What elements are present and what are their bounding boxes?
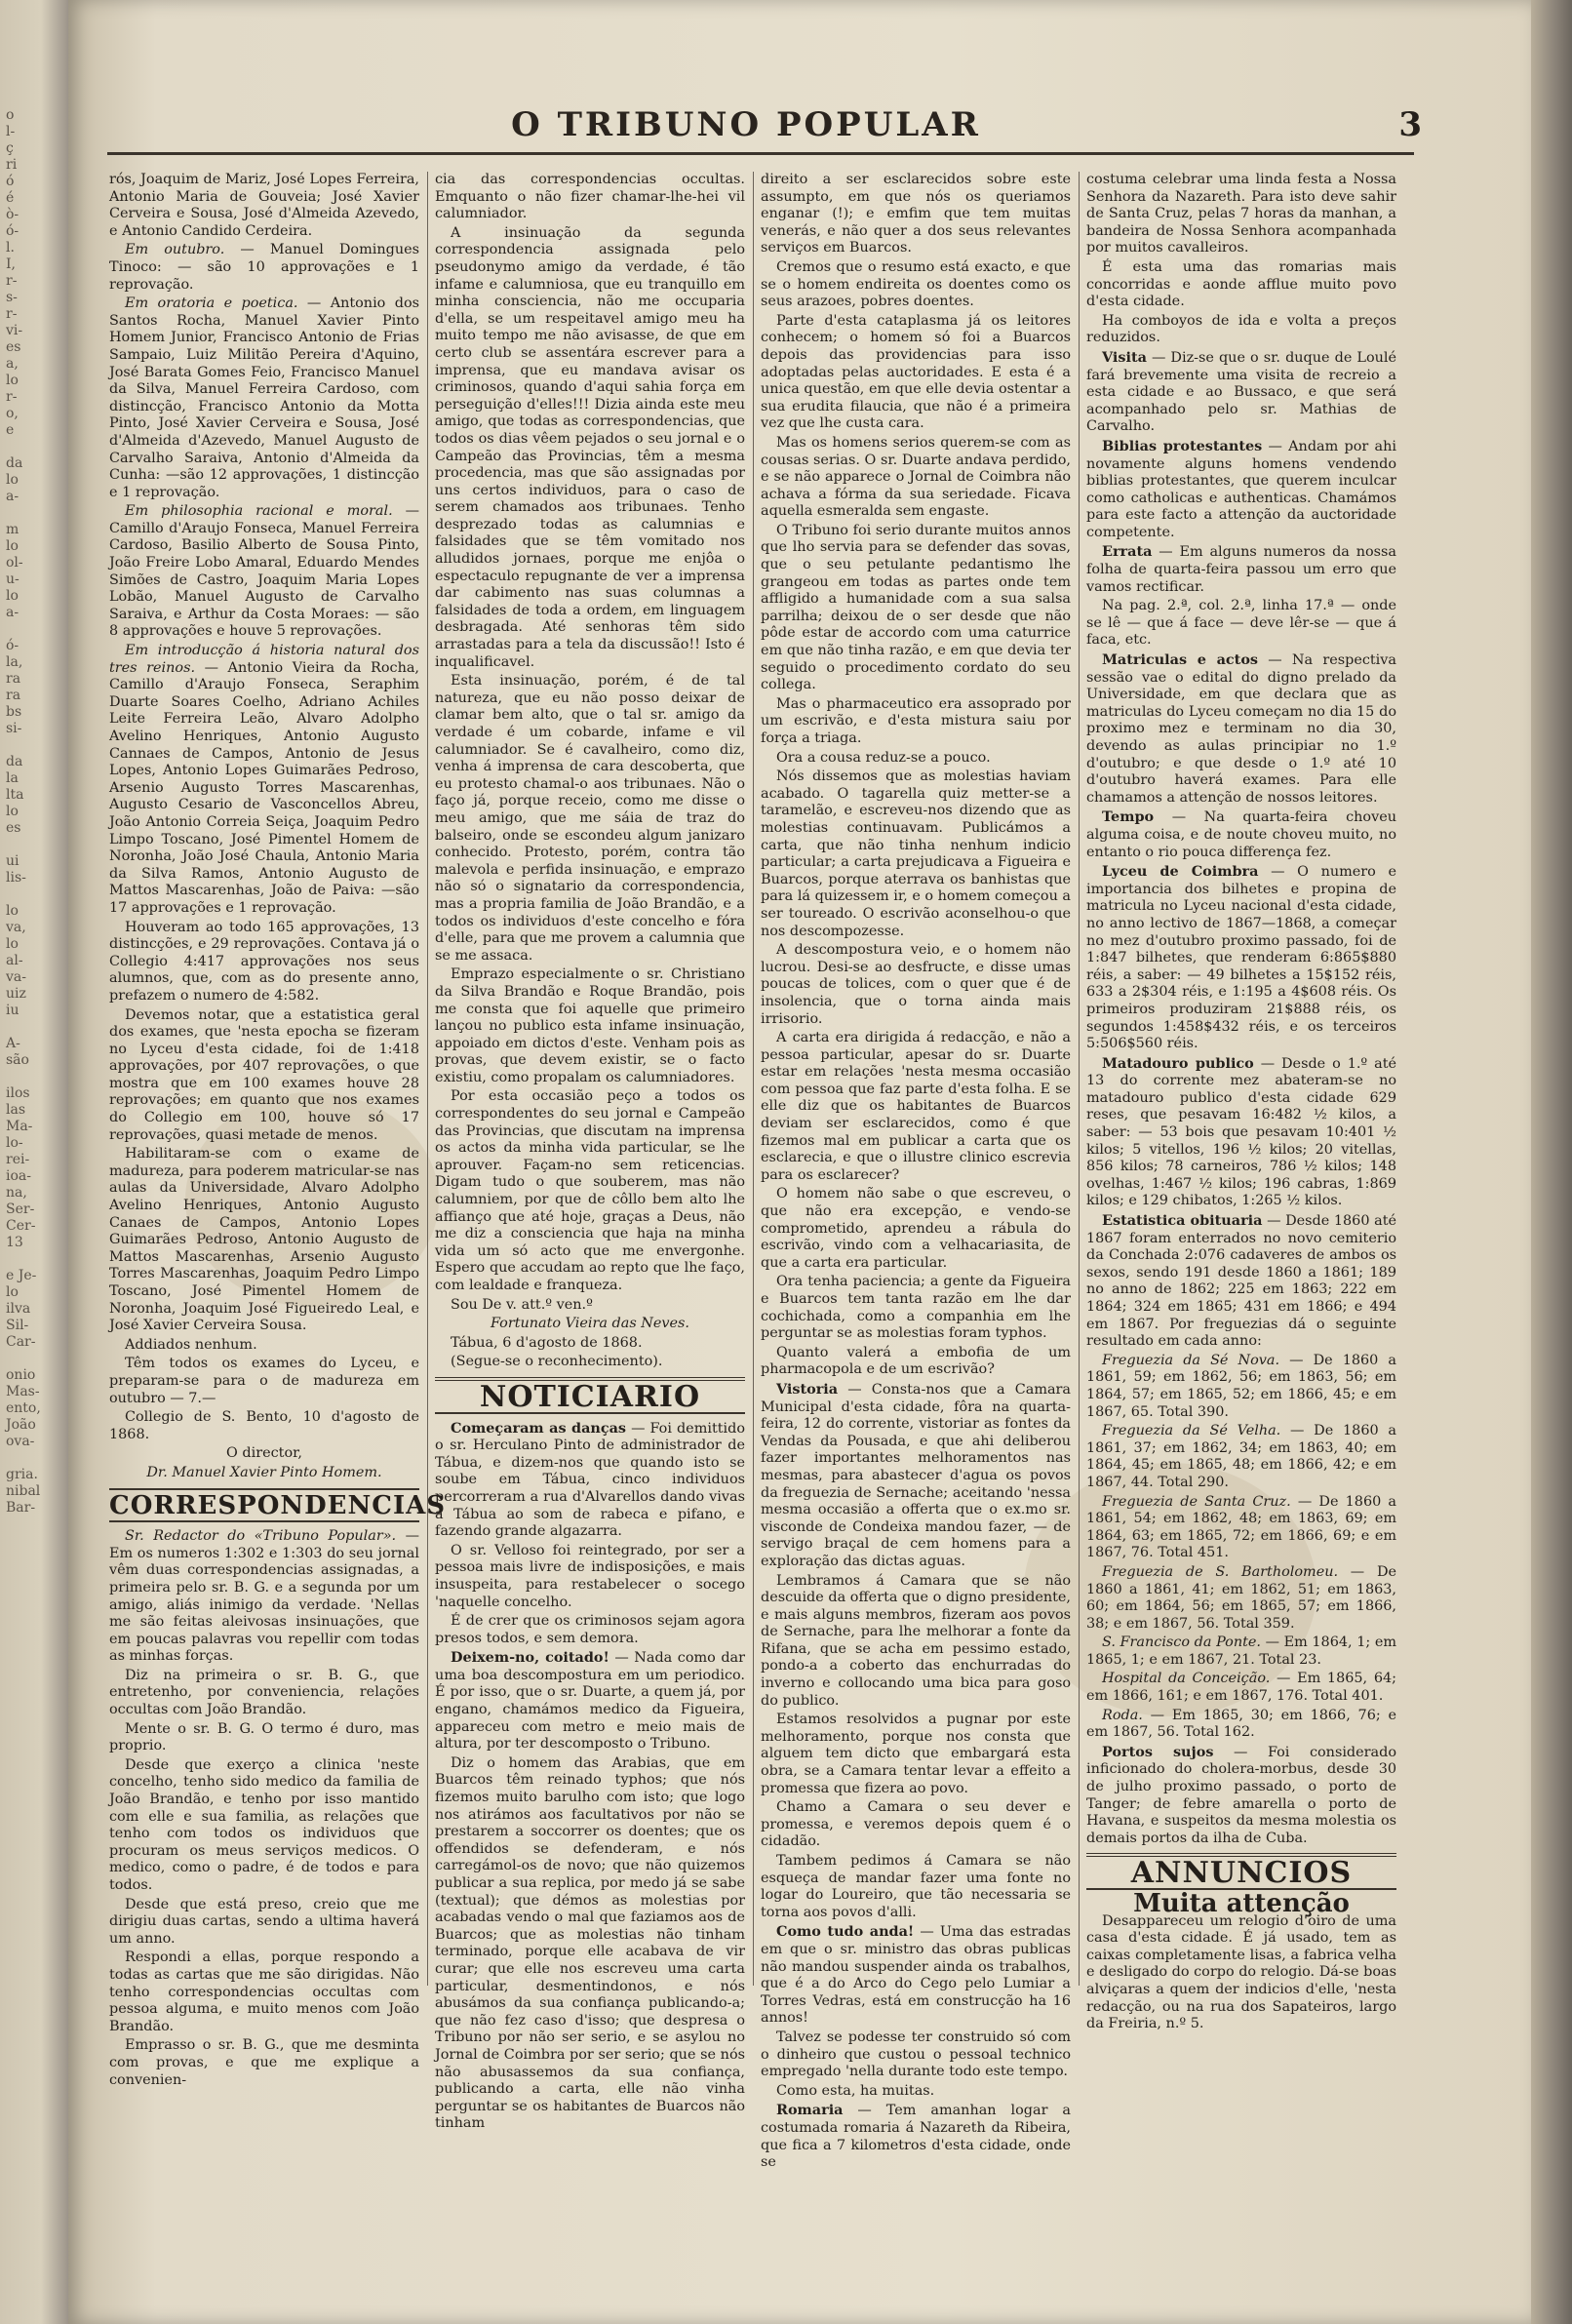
paragraph: Em outubro. — Manuel Domingues Tinoco: — são 10 approvações e 1 reprovação. (109, 242, 419, 293)
paragraph: Desde que está preso, creio que me dirigiu duas cartas, sendo a ultima haverá um anno. (109, 1896, 419, 1947)
paragraph: A insinuação da segunda correspondencia assignada pelo pseudonymo amigo da verdade, é tão infame e calumniosa, que eu tranquillo em minha consciencia, não me occuparia d'ella, se um respeitavel amigo meu ha muito tempo me não avisasse, de que em certo club se assentára escrever para a imprensa, que eu mandava avisar os criminosos, quando d'aqui sahia força em perseguição d'elles!!! Dizia ainda este meu amigo, que todas as correspondencias, que todos os dias vêem pejados o seu jornal e o Campeão das Provincias, têm a mesma procedencia, mas que são assignadas por uns certos individuos, para o caso de serem chamados aos tribunaes. Tenho desprezado todas as calumnias e falsidades que se têm vomitado nos alludidos jornaes, porque me enjôa o espectaculo repugnante de ver a imprensa dar cabimento nas suas columnas a falsidades de toda a ordem, em linguagem desbragada. Até senhoras têm sido arrastadas para a tela da discussão!! Isto é inqualificavel. (435, 224, 745, 670)
newspaper-title: O TRIBUNO POPULAR (511, 105, 981, 144)
advert-text: Desappareceu um relogio d'oiro de uma casa d'esta cidade. É já usado, tem as caixas completamente lisas, a fabrica velha e desligado do corpo do relogio. Dá-se boas alviçaras a quem der indicios d'elle, 'nesta redacção, ou na rua dos Sapateiros, largo da Freiria, n.º 5. (1086, 1912, 1396, 2032)
signature-title: O director, (226, 1445, 302, 1462)
masthead (88, 105, 1422, 148)
paragraph: Parte d'esta cataplasma já os leitores conhecem; o homem só foi a Buarcos depois das providencias para isso adoptadas pelas auctoridades. E esta é a unica questão, em que elle devia ostentar a sua erudita filaucia, que não é a primeira vez que lhe custa cara. (761, 312, 1071, 432)
paragraph: cia das correspondencias occultas. Emquanto o não fizer chamar-lhe-hei vil calumniador. (435, 172, 745, 222)
paragraph: Respondi a ellas, porque respondo a todas as cartas que me são dirigidas. Não tenho correspondencias occultas com pessoa alguma, e muito menos com João Brandão. (109, 1950, 419, 2034)
news-item: Vistoria — Consta-nos que a Camara Municipal d'esta cidade, fôra na quarta-feira, 12 do corrente, vistoriar as fontes da Vendas da Pousada, e que ahi deliberou fazer importantes melhoramentos nas mesmas, para abastecer d'agua os povos da freguezia de Sernache; aceitando 'nessa mesma occasião a offerta que o ex.mo sr. visconde de Condeixa mandou fazer, — de servigo braçal de cem homens para a exploração das dictas aguas. (761, 1380, 1071, 1569)
news-item: Biblias protestantes — Andam por ahi novamente alguns homens vendendo biblias protestantes, que querem inculcar como catholicas e authenticas. Chamámos para este facto a attenção da auctoridade competente. (1086, 437, 1396, 540)
section-heading-correspondencias: CORRESPONDENCIAS (109, 1490, 447, 1520)
signature: Fortunato Vieira das Neves. (490, 1316, 690, 1332)
paragraph: Têm todos os exames do Lyceu, e preparam-se para o de madureza em outubro — 7.— (109, 1356, 419, 1406)
column-4 (1086, 172, 1396, 2032)
paragraph: Sr. Redactor do «Tribuno Popular». — Em os numeros 1:302 e 1:303 do seu jornal vêm duas correspondencias assignadas, a primeira pelo sr. B. G. e a segunda por um amigo, aliás inimigo da verdade. 'Nellas me são feitas aleivosas insinuações, que em poucas palavras vou repellir com todas as minhas forças. (109, 1528, 419, 1665)
section-rule (109, 1520, 419, 1522)
paragraph: Chamo a Camara o seu dever e promessa, e veremos depois quem é o cidadão. (761, 1799, 1071, 1850)
section-heading-annuncios: ANNUNCIOS (1130, 1856, 1353, 1891)
paragraph: Quanto valerá a embofia de um pharmacopola e de um escrivão? (761, 1344, 1071, 1378)
news-item: Deixem-no, coitado! — Nada como dar uma boa descompostura em um periodico. É por isso, que o sr. Duarte, a quem já, por engano, chamámos medico da Figueira, appareceu com metro e meio mais de altura, por ter descomposto o Tribuno. (435, 1649, 745, 1753)
news-item: Errata — Em alguns numeros da nossa folha de quarta-feira passou um erro que vamos rectificar. (1086, 543, 1396, 595)
news-item: Começaram as danças — Foi demittido o sr. Herculano Pinto de administrador de Tábua, e dizem-nos que quando isto se soube em Tábua, cinco individuos percorreram a rua d'Alvarellos dando vivas a Tábua ao som de rabeca e pifano, e fazendo grande algazarra. (435, 1419, 745, 1540)
paragraph: Em oratoria e poetica. — Antonio dos Santos Rocha, Manuel Xavier Pinto Homem Junior, Francisco Antonio de Frias Sampaio, Luiz Militão Pereira d'Aquino, José Barata Gomes Feio, Francisco Manuel da Silva, Manuel Ferreira Cardoso, com distincção, Francisco Antonio da Motta Pinto, José Xavier Cerveira e Sousa, José d'Almeida d'Azevedo, Manuel Augusto de Carvalho Saraiva, Antonio d'Almeida da Cunha: —são 12 approvações, 1 distincção e 1 reprovação. (109, 295, 419, 500)
news-item: Matadouro publico — Desde o 1.º até 13 do corrente mez abateram-se no matadouro publico d'esta cidade 629 reses, que pesavam 16:482 ½ kilos, a saber: — 53 bois que pesavam 10:401 ½ kilos; 5 vitellos, 196 ½ kilos; 20 vitellas, 856 kilos; 78 carneiros, 786 ½ kilos; 148 ovelhas, 1:467 ½ kilos; 196 cabras, 1:869 kilos; e 129 chibatos, 1:265 ½ kilos. (1086, 1054, 1396, 1209)
paragraph: Ora tenha paciencia; a gente da Figueira e Buarcos tem tanta razão em lhe dar cochichada, como a companhia em lhe perguntar se as molestias foram typhos. (761, 1274, 1071, 1342)
paragraph: Estamos resolvidos a pugnar por este melhoramento, porque nos consta que alguem tem dicto que embargará esta obra, se a Camara tentar levar a effeito a promessa que fizera ao povo. (761, 1712, 1071, 1796)
left-page-text-fragment: o l- ç ri ó é ò- ó- l. I, r- s- r- vi- es a, lo r- o, e da lo a- m lo ol- u- lo a- ó- la, ra ra bs si- da la lta lo es ui lis- lo va, lo al- va- uiz iu A- são ilos las Ma- lo- rei- ioa- na, Ser- Cer- 13 e Je- lo ilva Sil- Car- onio Mas- ento, João ova- gria. nibal Bar- (6, 107, 41, 1516)
newspaper-page (68, 0, 1531, 2324)
columns (109, 172, 1416, 2171)
news-item: Portos sujos — Foi considerado inficionado do cholera-morbus, desde 30 de julho proximo passado, o porto de Tanger; de febre amarella o porto de Havana, e suspeitos da mesma molestia os demais portos da ilha de Cuba. (1086, 1743, 1396, 1846)
paragraph: Roda. — Em 1865, 30; em 1866, 76; e em 1867, 56. Total 162. (1086, 1707, 1396, 1741)
right-page-edge (1531, 0, 1572, 2324)
paragraph: Freguezia de S. Bartholomeu. — De 1860 a 1861, 41; em 1862, 51; em 1863, 60; em 1864, 56; em 1865, 57; em 1866, 38; e em 1867, 56. Total 359. (1086, 1563, 1396, 1632)
column-2 (435, 172, 745, 2132)
paragraph: Freguezia de Santa Cruz. — De 1860 a 1861, 54; em 1862, 48; em 1863, 69; em 1864, 63; em 1865, 72; em 1866, 69; e em 1867, 76. Total 451. (1086, 1493, 1396, 1561)
paragraph: Sou De v. att.º ven.º (451, 1296, 593, 1313)
advert-heading: Muita attenção (1133, 1889, 1350, 1918)
news-item: Lyceu de Coimbra — O numero e importancia dos bilhetes e propina de matricula no Lyceu nacional d'esta cidade, no anno lectivo de 1867—1868, a começar no mez d'outubro proximo passado, foi de 1:847 bilhetes, que renderam 6:865$880 réis, a saber: — 49 bilhetes a 15$152 réis, 633 a 2$304 réis, e 1:195 a 4$608 réis. Os primeiros produziram 21$888 réis, os segundos 1:458$432 réis, e os terceiros 5:506$560 réis. (1086, 863, 1396, 1052)
paragraph: Esta insinuação, porém, é de tal natureza, que eu não posso deixar de clamar bem alto, que o tal sr. amigo da verdade é um cobarde, infame e vil calumniador. Se é cavalheiro, como diz, venha á imprensa de cara descoberta, que eu protesto chamal-o aos tribunaes. Não o faço já, porque receio, como me disse o meu amigo, que me sáia de traz do balseiro, onde se escondeu algum janizaro conhecido. Protesto, porém, contra tão malevola e perfida insinuação, e emprazo não só o signatario da correspondencia, mas a propria familia de João Brandão, e a todos os individuos d'este concelho e fóra d'elle, para que me provem a calumnia que se me assaca. (435, 673, 745, 964)
left-page-edge (0, 0, 68, 2324)
paragraph: Em introducção á historia natural dos tres reinos. — Antonio Vieira da Rocha, Camillo d'Araujo Fonseca, Seraphim Duarte Soares Coelho, Adriano Achiles Leite Ferreira Leão, Alvaro Adolpho Avelino Henriques, Antonio Augusto Cannaes de Campos, Antonio de Jesus Lopes, Antonio Lopes Guimarães Pedroso, Arsenio Augusto Torres Mascarenhas, Augusto Cesario de Vasconcellos Abreu, João Antonio Correia Seiça, Joaquim Pedro Limpo Toscano, José Pimentel Homem de Noronha, João José Chaula, Antonio Maria da Silva Ramos, Antonio Augusto de Mattos Mascarenhas, João de Paiva: —são 17 approvações e 1 reprovação. (109, 643, 420, 916)
paragraph: Hospital da Conceição. — Em 1865, 64; em 1866, 161; e em 1867, 176. Total 401. (1086, 1671, 1396, 1705)
paragraph: Desde que exerço a clinica 'neste concelho, tenho sido medico da familia de João Brandão, e tenho por isso mantido com elle e sua familia, as relações que tenho com todos os individuos que procuram os meus serviços medicos. O medico, como o padre, é de todos e para todos. (109, 1756, 419, 1893)
paragraph: Tábua, 6 d'agosto de 1868. (451, 1334, 643, 1351)
section-rule (109, 1488, 419, 1490)
paragraph: Ora a cousa reduz-se a pouco. (776, 749, 991, 766)
news-item: Romaria — Tem amanhan logar a costumada romaria á Nazareth da Ribeira, que fica a 7 kilometros d'esta cidade, onde se (761, 2102, 1071, 2171)
paragraph: Na pag. 2.ª, col. 2.ª, linha 17.ª — onde se lê — que á face — deve lêr-se — que á faca, etc. (1086, 598, 1396, 649)
paragraph: Diz o homem das Arabias, que em Buarcos têm reinado typhos; que nós fizemos muito barulho com isto; que logo nos atirámos aos facultativos por não se prestarem a soccorrer os doentes; que os offendidos se defenderam, e nós carregámol-os de novo; que não quizemos publicar a sua replica, por medo já se sabe (textual); que démos as molestias por acabadas vendo o mal que faziamos aos de Buarcos; que as molestias não tinham terminado, porque elle acabava de vir curar; que elle nos escreveu uma carta particular, desmentindonos, e nós abusámos da sua confiança publicando-a; que não fez caso d'isso; que despresa o Tribuno por não ser serio, e se asylou no Jornal de Coimbra por ser serio; que se nós não abusassemos da sua confiança, publicando a carta, elle não vinha perguntar se os habitantes de Buarcos não tinham (435, 1754, 745, 2132)
paragraph: direito a ser esclarecidos sobre este assumpto, em que nós os queriamos enganar (!); e emfim que tem muitas venerás, e não quer a dos seus relevantes serviços em Buarcos. (761, 172, 1071, 256)
column-3 (761, 172, 1071, 2171)
paragraph: Por esta occasião peço a todos os correspondentes do seu jornal e Campeão das Provincias, que discutam na imprensa os actos da minha vida particular, se lhe aprouver. Façam-no sem reticencias. Digam tudo o que souberem, mas não calumniem, por que de côllo bem alto lhe affianço que até hoje, graças a Deus, não me diz a consciencia que haja na minha vida um só acto que me envergonhe. Espero que accudam ao repto que lhe faço, com lealdade e franqueza. (435, 1088, 745, 1293)
paragraph: Emprasso o sr. B. G., que me desminta com provas, e que me explique a convenien- (109, 2037, 419, 2088)
paragraph: O homem não sabe o que escreveu, o que não era excepção, e vendo-se comprometido, aprendeu a rábula do escrivão, vindo com a velhacariasita, de que a carta era particular. (761, 1186, 1071, 1271)
paragraph: Collegio de S. Bento, 10 d'agosto de 1868. (109, 1409, 419, 1442)
paragraph: Ha comboyos de ida e volta a preços reduzidos. (1086, 312, 1396, 346)
section-heading-noticiario: NOTICIARIO (479, 1379, 701, 1414)
paragraph: A carta era dirigida á redacção, e não a pessoa particular, apesar do sr. Duarte estar em relações 'nesta mesma occasião com pessoa que faz parte d'esta folha. E se elle diz que os habitantes de Buarcos deviam ser esclarecidos, como é que fizemos mal em publicar a carta que os esclarecia, e que o illustre clinico escrevia para os esclarecer? (761, 1030, 1071, 1183)
paragraph: A descompostura veio, e o homem não lucrou. Desi-se ao desfructe, e disse umas poucas de tolices, com o quer que é de insolencia, que o torna ainda mais irrisorio. (761, 942, 1071, 1027)
paragraph: Talvez se podesse ter construido só com o dinheiro que custou o pessoal technico empregado 'nella durante todo este tempo. (761, 2029, 1071, 2080)
paragraph: Cremos que o resumo está exacto, e que se o homem endireita os doentes como os seus arazoes, pobres doentes. (761, 258, 1071, 310)
paragraph: Addiados nenhum. (125, 1336, 257, 1353)
news-item: Visita — Diz-se que o sr. duque de Loulé fará brevemente uma visita de recreio a esta cidade e ao Bussaco, e que será acompanhado pelo sr. Mathias de Carvalho. (1086, 348, 1396, 435)
paragraph: Mas os homens serios querem-se com as cousas serias. O sr. Duarte andava perdido, e se não apparece o Jornal de Coimbra não achava a fórma da sua seriedade. Ficava aquella esmeralda sem engaste. (761, 434, 1071, 520)
page-number: 3 (1398, 105, 1422, 144)
paragraph: Mas o pharmaceutico era assoprado por um escrivão, e d'esta mistura saiu por força a triaga. (761, 695, 1071, 746)
paragraph: Como esta, ha muitas. (776, 2082, 935, 2099)
paragraph: Mente o sr. B. G. O termo é duro, mas proprio. (109, 1720, 419, 1754)
paragraph: S. Francisco da Ponte. — Em 1864, 1; em 1865, 1; e em 1867, 21. Total 23. (1086, 1635, 1396, 1668)
signature: Dr. Manuel Xavier Pinto Homem. (146, 1464, 382, 1480)
paragraph: Habilitaram-se com o exame de madureza, para poderem matricular-se nas aulas da Universidade, Alvaro Adolpho Avelino Henriques, Antonio Augusto Canaes de Campos, Antonio Lopes Guimarães Pedroso, Antonio Augusto de Mattos Mascarenhas, Arsenio Augusto Torres Mascarenhas, Joaquim Pedro Limpo Toscano, José Pimentel Homem de Noronha, Joaquim José Figueiredo Leal, e José Xavier Cerveira Sousa. (109, 1146, 419, 1334)
paragraph: Lembramos á Camara que se não descuide da offerta que o digno presidente, e mais alguns membros, fizeram aos povos de Sernache, para lhe melhorar a fonte da Rifana, que se acha em pessimo estado, pondo-a a coberto das enchurradas do inverno e collocando uma bica para goso do publico. (761, 1572, 1071, 1709)
paragraph: Devemos notar, que a estatistica geral dos exames, que 'nesta epocha se fizeram no Lyceu d'esta cidade, foi de 1:418 approvações, por 407 reprovações, o que mostra que em 100 exames houve 28 reprovações; em quanto que nos exames do Collegio em 100, houve só 17 reprovações, quasi metade de menos. (109, 1006, 419, 1143)
paragraph: Em philosophia racional e moral. — Camillo d'Araujo Fonseca, Manuel Ferreira Cardoso, Basilio Alberto de Sousa Pinto, João Freire Lobo Amaral, Eduardo Mendes Simões de Castro, Joaquim Maria Lopes Lobão, Manuel Augusto de Carvalho Saraiva, e Arthur da Costa Moraes: — são 8 approvações e houve 5 reprovações. (109, 503, 419, 640)
paragraph: Nós dissemos que as molestias haviam acabado. O tagarella quiz metter-se a taramelão, e escreveu-nos dizendo que as molestias continuavam. Publicámos a carta, que não tinha nenhum indicio particular; a carta prejudicava a Figueira e Buarcos, porque aterrava os banhistas que para lá quizessem ir, e o homem começou a ser toureado. O escrivão aconselhou-o que nos descompozesse. (761, 768, 1071, 939)
paragraph: (Segue-se o reconhecimento). (451, 1354, 663, 1370)
paragraph: O sr. Velloso foi reintegrado, por ser a pessoa mais livre de indisposições, e mais insuspeita, para restabelecer o socego 'naquelle concelho. (435, 1542, 745, 1610)
paragraph: Freguezia da Sé Velha. — De 1860 a 1861, 37; em 1862, 34; em 1863, 40; em 1864, 45; em 1865, 48; em 1866, 42; e em 1867, 44. Total 290. (1086, 1423, 1396, 1490)
news-item: Estatistica obituaria — Desde 1860 até 1867 foram enterrados no novo cemiterio da Conchada 2:076 cadaveres de ambos os sexos, sendo 191 desde 1860 a 1861; 189 no anno de 1862; 225 em 1863; 222 em 1864; 324 em 1865; 431 em 1866; e 494 em 1867. Por freguezias dá o seguinte resultado em cada anno: (1086, 1212, 1396, 1350)
masthead-rule (107, 152, 1414, 155)
paragraph: costuma celebrar uma linda festa a Nossa Senhora da Nazareth. Para isto deve sahir de Santa Cruz, pelas 7 horas da manhan, a bandeira de Nossa Senhora acompanhada por muitos cavalleiros. (1086, 172, 1396, 256)
paragraph: É de crer que os criminosos sejam agora presos todos, e sem demora. (435, 1613, 745, 1646)
news-item: Como tudo anda! — Uma das estradas em que o sr. ministro das obras publicas não mandou suspender ainda os trabalhos, que é a do Arco do Cego pelo Lumiar a Torres Vedras, está em construcção ha 16 annos! (761, 1923, 1071, 2027)
paragraph: Houveram ao todo 165 approvações, 13 distincções, e 29 reprovações. Contava já o Collegio 4:417 approvações nos seus alumnos, que, com as do presente anno, prefazem o numero de 4:582. (109, 919, 419, 1004)
column-1 (109, 172, 447, 2088)
paragraph: É esta uma das romarias mais concorridas e aonde afflue muito povo d'esta cidade. (1086, 258, 1396, 310)
paragraph: Freguezia da Sé Nova. — De 1860 a 1861, 59; em 1862, 56; em 1863, 56; em 1864, 57; em 1865, 52; em 1866, 45; e em 1867, 65. Total 390. (1086, 1352, 1396, 1420)
paragraph: Tambem pedimos á Camara se não esqueça de mandar fazer uma fonte no logar do Loureiro, que tão necessaria se torna aos povos d'alli. (761, 1853, 1071, 1920)
news-item: Tempo — Na quarta-feira choveu alguma coisa, e de noute choveu muito, no entanto o rio pouca differença fez. (1086, 808, 1396, 860)
paragraph: rós, Joaquim de Mariz, José Lopes Ferreira, Antonio Maria de Gouveia; José Xavier Cerveira e Sousa, José d'Almeida Azevedo, e Antonio Candido Cerdeira. (109, 172, 419, 239)
paragraph: Emprazo especialmente o sr. Christiano da Silva Brandão e Roque Brandão, pois me consta que foi aquelle que primeiro lançou no publico esta infame insinuação, appoiado em dictos d'este. Venham pois as provas, que devem existir, se o facto existiu, como propalam os calumniadores. (435, 966, 745, 1085)
news-item: Matriculas e actos — Na respectiva sessão vae o edital do digno prelado da Universidade, em que declara que as matriculas do Lyceu começam no dia 15 do proximo mez e terminam no dia 30, devendo as aulas principiar no 1.º d'outubro; e que desde o 1.º até 10 d'outubro haverá exames. Para elle chamamos a attenção de nossos leitores. (1086, 651, 1396, 806)
paragraph: Diz na primeira o sr. B. G., que entretenho, por conveniencia, relações occultas com João Brandão. (109, 1667, 419, 1718)
paragraph: O Tribuno foi serio durante muitos annos que lho servia para se defender das sovas, que o seu petulante pedantismo lhe grangeou em todas as partes onde tem affligido a humanidade com a sua salsa parrilha; deixou de o ser desde que não pôde estar de accordo com uma caturrice em que não tinha razão, e em que devia ter seguido o procedimento cordato do seu collega. (761, 522, 1071, 693)
